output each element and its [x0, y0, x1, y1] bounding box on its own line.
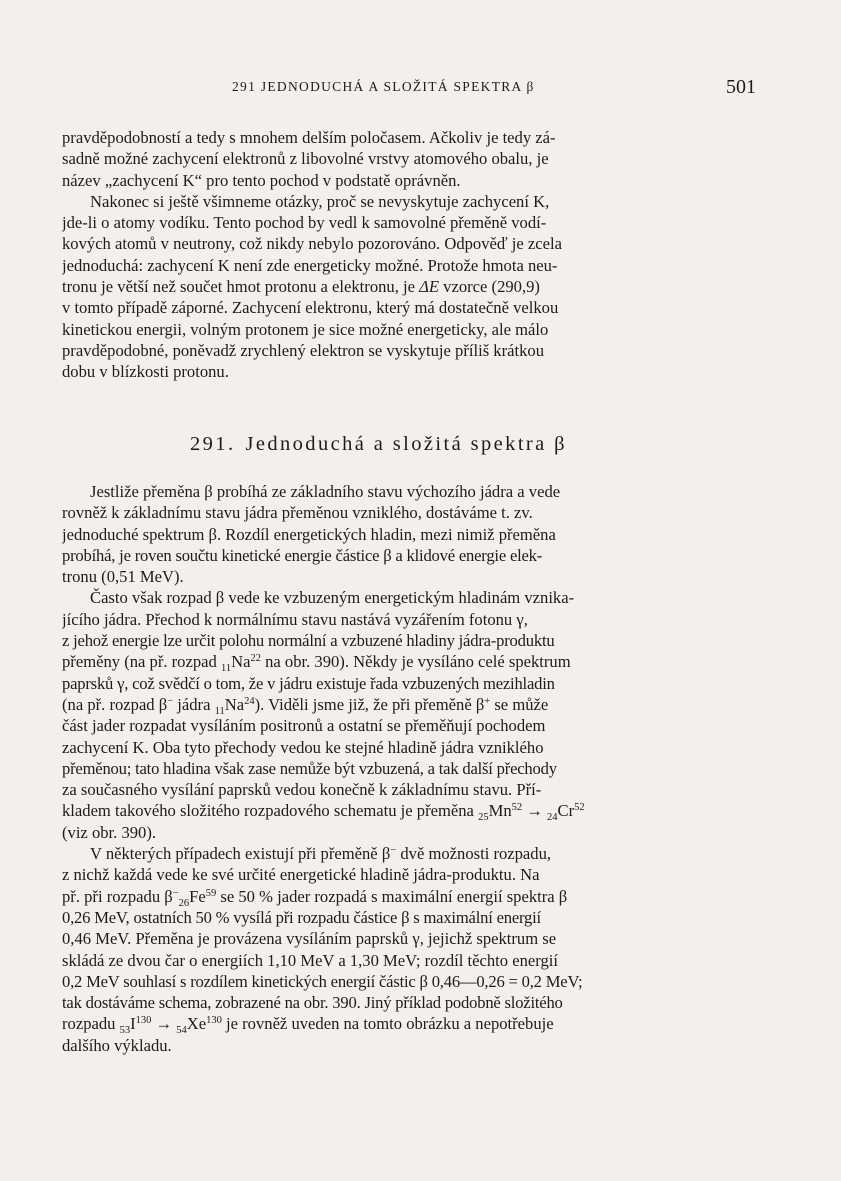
section-body	[62, 481, 756, 1056]
element-symbol: Cr	[557, 801, 575, 821]
mass-number: 52	[511, 802, 523, 814]
text-fragment: se 50 % jader rozpadá s maximální energií spektra β	[216, 886, 568, 906]
section-title: Jednoduchá a složitá spektra β	[245, 433, 567, 455]
top-text-block	[62, 127, 756, 383]
text-line: jícího jádra. Přechod k normálnímu stavu nastává vyzářením fotonu γ,	[62, 609, 528, 629]
running-head	[60, 76, 760, 100]
text-line: za současného vysílání paprsků vedou konečně k základnímu stavu. Pří-	[62, 780, 542, 800]
text-line	[62, 694, 756, 715]
charge-sign: +	[484, 695, 491, 707]
text-fragment: je rovněž uveden na tomto obrázku a nepotřebuje	[221, 1014, 554, 1034]
text-line	[62, 651, 756, 672]
text-line: rovněž k základnímu stavu jádra přeměnou vzniklého, dostáváme t. zv.	[62, 503, 533, 523]
text-line: sadně možné zachycení elektronů z libovolné vrstvy atomového obalu, je	[62, 149, 549, 169]
text-line: dobu v blízkosti protonu.	[62, 362, 229, 382]
atomic-number: 24	[547, 812, 558, 822]
text-line	[62, 1013, 756, 1034]
text-line: kových atomů v neutrony, což nikdy nebylo pozorováno. Odpověď je zcela	[62, 234, 562, 254]
text-fragment: př. při rozpadu β	[62, 886, 173, 906]
text-line: pravděpodobností a tedy s mnohem delším poločasem. Ačkoliv je tedy zá-	[62, 128, 556, 147]
text-line: kinetickou energii, volným protonem je sice možné energeticky, ale málo	[62, 319, 549, 339]
text-fragment: (na př. rozpad β	[62, 694, 168, 714]
text-line: 0,46 MeV. Přeměna je provázena vysíláním paprsků γ, jejichž spektrum se	[62, 929, 557, 949]
mass-number: 22	[250, 653, 261, 665]
text-line: 0,26 MeV, ostatních 50 % vysílá při rozpadu částice β s maximální energií	[62, 907, 541, 927]
element-symbol: I	[130, 1014, 136, 1034]
charge-sign: −	[172, 887, 179, 899]
text-line: paprsků γ, což svědčí o tom, že v jádru existuje řada vzbuzených mezihladin	[62, 673, 555, 693]
text-fragment: dvě možnosti rozpadu,	[396, 844, 552, 864]
text-line: tronu (0,51 MeV).	[62, 567, 184, 587]
text-line: z nichž každá vede ke své určité energetické hladině jádra-produktu. Na	[62, 865, 540, 885]
mass-number: 59	[205, 887, 217, 899]
text-line: Nakonec si ještě všimneme otázky, proč se nevyskytuje zachycení K,	[90, 191, 550, 211]
atomic-number: 53	[119, 1025, 131, 1035]
text-fragment: přeměny (na př. rozpad	[62, 652, 221, 672]
mass-number: 130	[206, 1015, 222, 1027]
text-fragment: na obr. 390). Někdy je vysíláno celé spektrum	[260, 652, 571, 672]
text-line	[62, 800, 756, 821]
text-line: v tomto případě záporné. Zachycení elektronu, který má dostatečně velkou	[62, 298, 559, 318]
text-line: tak dostáváme schema, zobrazené na obr. 390. Jiný příklad podobně složitého	[62, 993, 563, 1013]
element-symbol: Fe	[189, 886, 206, 906]
text-fragment: vzorce (290,9)	[439, 277, 540, 297]
atomic-number: 54	[176, 1025, 187, 1035]
atomic-number: 11	[214, 705, 225, 716]
atomic-number: 26	[178, 897, 190, 907]
text-line: 0,2 MeV souhlasí s rozdílem kinetických energií částic β 0,46—0,26 = 0,2 MeV;	[62, 971, 583, 991]
text-line: název „zachycení K“ pro tento pochod v podstatě oprávněn.	[62, 170, 461, 190]
section-heading	[190, 433, 567, 456]
text-line: dalšího výkladu.	[62, 1035, 172, 1055]
text-line: Často však rozpad β vede ke vzbuzeným energetickým hladinám vznika-	[90, 588, 575, 608]
element-symbol: Mn	[488, 801, 512, 821]
mass-number: 24	[244, 695, 255, 707]
text-fragment: jádra	[173, 694, 215, 714]
text-line: skládá ze dvou čar o energiích 1,10 MeV a 1,30 MeV; rozdíl těchto energií	[62, 950, 558, 970]
text-line: jde-li o atomy vodíku. Tento pochod by vedl k samovolné přeměně vodí-	[62, 213, 547, 233]
atomic-number: 25	[478, 812, 489, 822]
text-fragment: tronu je větší než součet hmot protonu a elektronu, je	[62, 277, 420, 297]
text-line	[62, 276, 756, 297]
text-line: pravděpodobné, poněvadž zrychlený elektron se vyskytuje příliš krátkou	[62, 340, 544, 360]
mass-number: 130	[135, 1015, 152, 1027]
text-fragment: V některých případech existují při přeměně β	[90, 844, 391, 864]
text-line: probíhá, je roven součtu kinetické energie částice β a klidové energie elek-	[62, 545, 543, 565]
charge-sign: −	[167, 695, 174, 707]
text-line: jednoduchá: zachycení K není zde energeticky možné. Protože hmota neu-	[62, 255, 558, 275]
element-symbol: Na	[231, 652, 251, 672]
text-line	[62, 843, 756, 864]
text-line: jednoduché spektrum β. Rozdíl energetických hladin, mezi nimiž přeměna	[62, 524, 556, 544]
arrow-symbol: →	[151, 1014, 177, 1034]
running-title: 291 JEDNODUCHÁ A SLOŽITÁ SPEKTRA β	[232, 79, 535, 94]
text-fragment: ). Viděli jsme již, že při přeměně β	[254, 694, 485, 714]
page-number: 501	[726, 76, 756, 98]
section-number: 291.	[190, 433, 236, 455]
mass-number: 52	[574, 802, 585, 814]
arrow-symbol: →	[522, 801, 548, 821]
text-line: z jehož energie lze určit polohu normální a vzbuzené hladiny jádra-produktu	[62, 631, 555, 651]
text-line: Jestliže přeměna β probíhá ze základního stavu výchozího jádra a vede	[90, 482, 561, 501]
element-symbol: Na	[224, 694, 245, 714]
element-symbol: Xe	[186, 1014, 207, 1034]
text-line: (viz obr. 390).	[62, 822, 157, 842]
text-fragment: rozpadu	[62, 1014, 120, 1034]
charge-sign: −	[390, 845, 397, 857]
text-line: zachycení K. Oba tyto přechody vedou ke stejné hladině jádra vzniklého	[62, 737, 544, 757]
text-line: část jader rozpadat vysíláním positronů a ostatní se přeměňují pochodem	[62, 716, 546, 736]
text-line: přeměnou; tato hladina však zase nemůže být vzbuzená, a tak další přechody	[62, 758, 557, 778]
text-fragment: se může	[490, 694, 549, 714]
text-line	[62, 886, 756, 907]
text-fragment: kladem takového složitého rozpadového schematu je přeměna	[62, 801, 479, 821]
atomic-number: 11	[220, 663, 232, 673]
delta-e-symbol: ΔE	[419, 277, 440, 297]
